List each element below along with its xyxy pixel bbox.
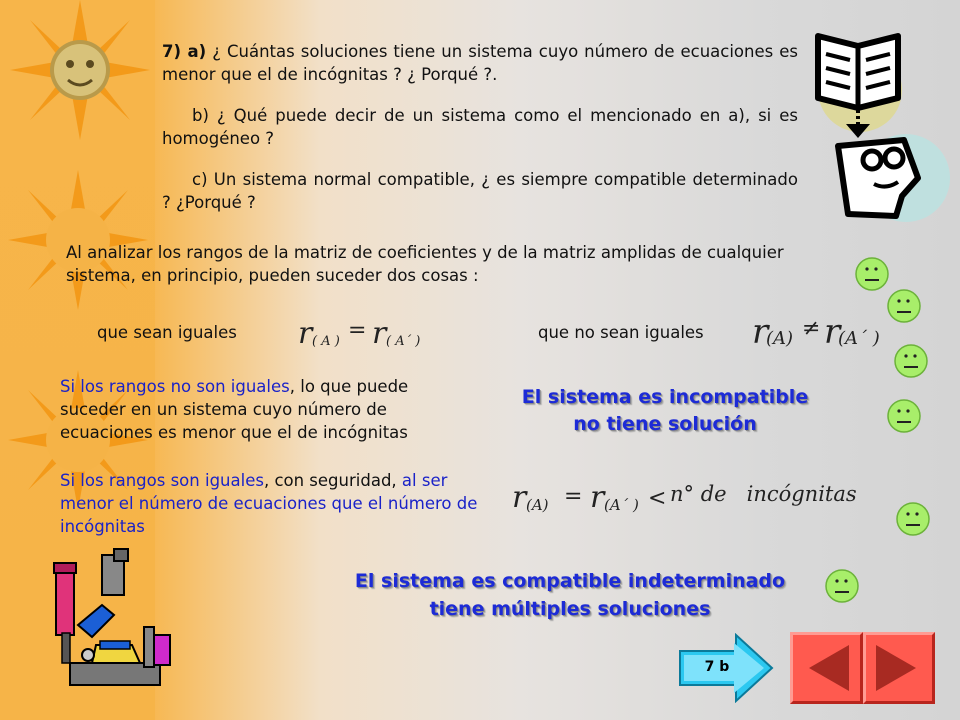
paragraph-unequal-rest: , lo que puede suceder en un sistema cuyo número de ecuaciones es menor que el de incógnitas bbox=[60, 377, 409, 442]
next-slide-button[interactable] bbox=[863, 632, 935, 704]
formula-unequal-ranks: r (A) ≠ r (A´ ) bbox=[752, 312, 880, 352]
smiley-icon bbox=[893, 343, 929, 379]
intro-text: Al analizar los rangos de la matriz de coeficientes y de la matriz amplidas de cualquier sistema, en principio, pueden suceder dos cosas : bbox=[66, 243, 784, 285]
question-number: 7) a) bbox=[162, 42, 207, 61]
question-b: b) ¿ Qué puede decir de un sistema como el mencionado en a), si es homogéneo ? bbox=[162, 106, 798, 148]
result-indeterminate bbox=[330, 567, 810, 623]
page-label: 7 b bbox=[704, 659, 730, 675]
next-triangle-icon bbox=[866, 635, 932, 701]
smiley-icon bbox=[886, 398, 922, 434]
question-a bbox=[162, 40, 798, 86]
smiley-icon bbox=[886, 288, 922, 324]
paragraph-equal-highlight-1: Si los rangos son iguales bbox=[60, 471, 264, 490]
result-indeterminate-line1: El sistema es compatible indeterminado bbox=[354, 570, 786, 592]
paragraph-equal-middle: , con seguridad, bbox=[263, 471, 402, 490]
prev-triangle-icon bbox=[793, 635, 860, 701]
smiley-icon bbox=[895, 501, 931, 537]
sun-icon bbox=[10, 0, 150, 140]
result-incompatible-line1: El sistema es incompatible bbox=[521, 386, 809, 408]
prev-slide-button[interactable] bbox=[790, 632, 863, 704]
result-incompatible bbox=[500, 384, 830, 438]
paragraph-unequal bbox=[60, 375, 470, 444]
result-indeterminate-line2: tiene múltiples soluciones bbox=[429, 598, 711, 620]
smiley-icon bbox=[824, 568, 860, 604]
not-equal-case-label: que no sean iguales bbox=[538, 323, 704, 342]
book-to-head-icon bbox=[808, 28, 954, 224]
question-a-text: ¿ Cuántas soluciones tiene un sistema cuyo número de ecuaciones es menor que el de incógnitas ? ¿ Porqué ?. bbox=[162, 42, 798, 84]
formula-equal-ranks: r ( A ) = r ( A´ ) bbox=[298, 316, 421, 351]
formula-unknowns-label: n° de incógnitas bbox=[670, 482, 857, 506]
paragraph-equal-highlight-2: al ser menor el número de ecuaciones que el número de incógnitas bbox=[60, 471, 478, 536]
question-c: c) Un sistema normal compatible, ¿ es siempre compatible determinado ? ¿Porqué ? bbox=[162, 170, 798, 212]
smiley-icon bbox=[854, 256, 890, 292]
robot-arm-icon bbox=[52, 545, 174, 690]
paragraph-unequal-highlight: Si los rangos no son iguales bbox=[60, 377, 290, 396]
result-incompatible-line2: no tiene solución bbox=[573, 413, 757, 435]
paragraph-equal bbox=[60, 469, 480, 538]
formula-rank-less-unknowns: r (A) = r (A´ ) < n° de incógnitas bbox=[512, 480, 857, 515]
sun-icon bbox=[8, 170, 148, 310]
equal-case-label: que sean iguales bbox=[97, 323, 237, 342]
